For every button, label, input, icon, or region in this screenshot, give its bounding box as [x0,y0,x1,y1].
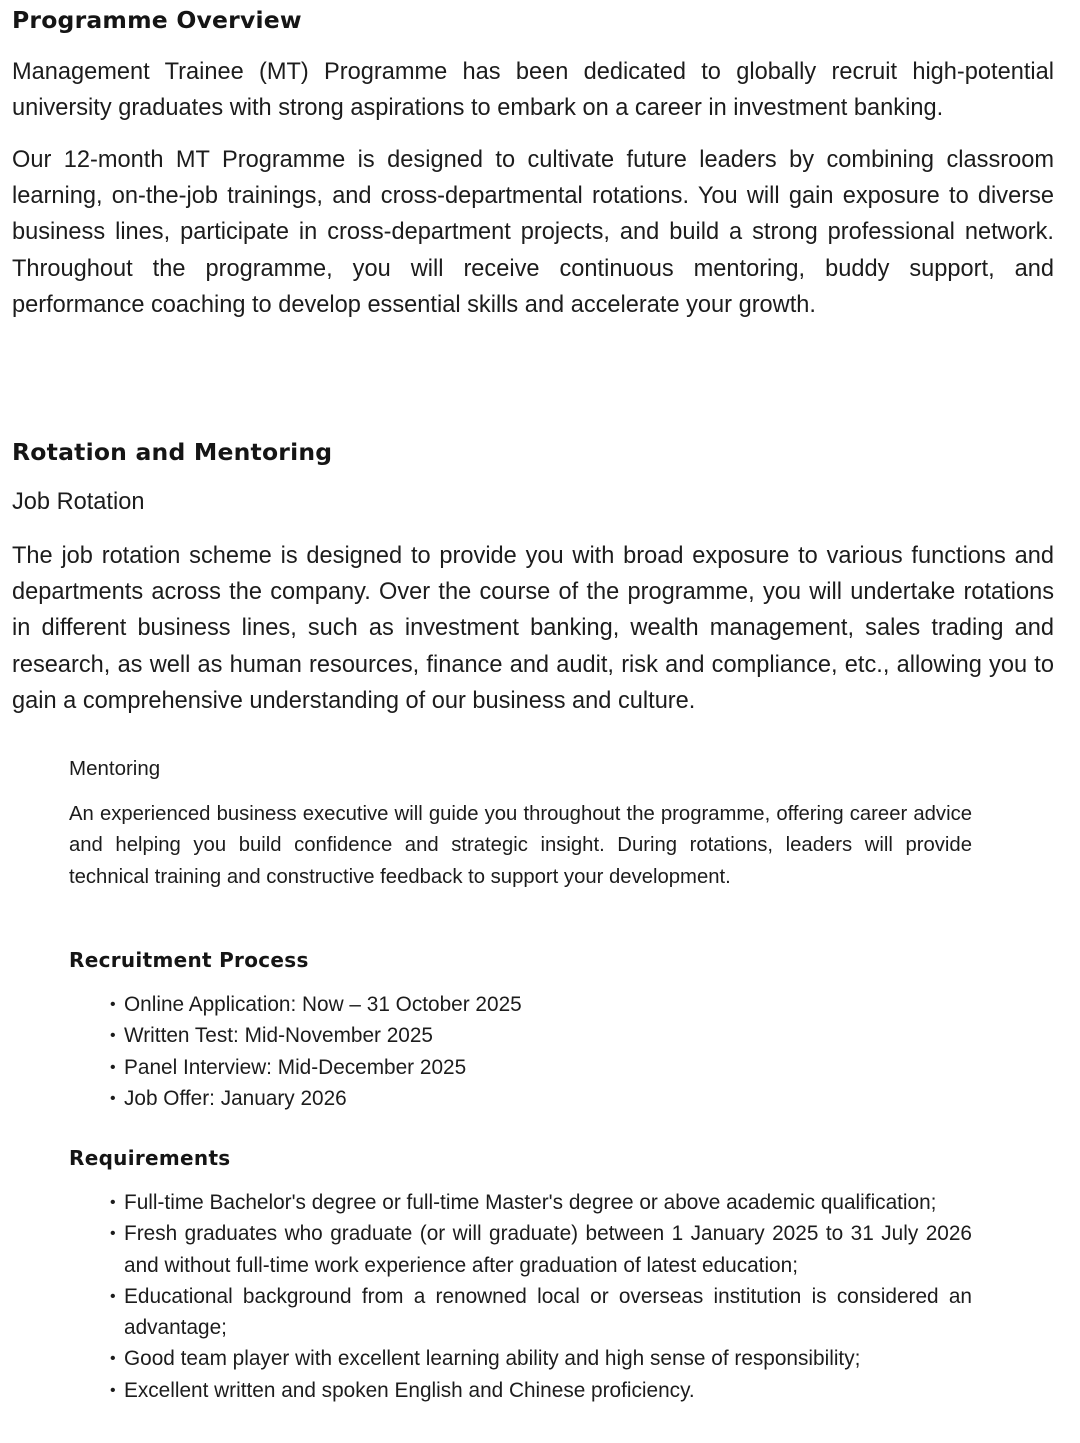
bullet-icon: • [110,1194,116,1211]
list-item [110,1375,972,1406]
mentoring-subheading: Mentoring [69,757,161,780]
recruitment-step-written-test: Written Test: Mid-November 2025 [124,1024,433,1048]
bullet-icon: • [110,1225,116,1243]
requirements-heading: Requirements [69,1146,231,1170]
overview-paragraph-details: Our 12-month MT Programme is designed to cultivate future leaders by combining classroom learning, on-the-job trainings, and cross-departmental rotations. You will gain exposure to diverse business lines, participate in cross-department projects, and build a strong professional network. Throughout the programme, you will receive continuous mentoring, buddy support, and performance coaching to develop essential skills and accelerate your growth. [12,147,1054,318]
list-item [110,1020,972,1051]
bullet-icon: • [110,1287,116,1305]
requirement-team-player: Good team player with excellent learning ability and high sense of responsibility; [124,1347,861,1371]
overview-paragraph-intro: Management Trainee (MT) Programme has been dedicated to globally recruit high-potential university graduates with strong aspirations to embark on a career in investment banking. [12,59,1054,122]
programme-overview-heading: Programme Overview [12,6,302,34]
requirement-education-background: Educational background from a renowned local or overseas institution is considered an advantage; [124,1284,972,1340]
recruitment-process-list [110,989,972,1114]
bullet-icon: • [110,1350,116,1368]
bullet-icon: • [110,996,116,1013]
list-item [110,1052,972,1083]
list-item [110,1218,972,1281]
bullet-icon: • [110,1027,116,1045]
recruitment-step-job-offer: Job Offer: January 2026 [124,1086,347,1110]
requirement-language: Excellent written and spoken English and Chinese proficiency. [124,1378,695,1402]
list-item [110,1083,972,1114]
bullet-icon: • [110,1089,116,1107]
rotation-mentoring-heading: Rotation and Mentoring [12,438,333,466]
recruitment-process-heading: Recruitment Process [69,948,309,972]
mentoring-paragraph: An experienced business executive will guide you throughout the programme, offering career advice and helping you build confidence and strategic insight. During rotations, leaders will provide technical training and constructive feedback to support your development. [69,803,972,888]
bullet-icon: • [110,1058,116,1076]
bullet-icon: • [110,1381,116,1399]
requirement-degree: Full-time Bachelor's degree or full-time Master's degree or above academic qualification; [124,1191,937,1214]
recruitment-step-panel-interview: Panel Interview: Mid-December 2025 [124,1055,467,1079]
list-item [110,989,972,1020]
list-item [110,1343,972,1374]
list-item [110,1281,972,1344]
recruitment-step-online-application: Online Application: Now – 31 October 2025 [124,993,522,1016]
job-rotation-paragraph: The job rotation scheme is designed to provide you with broad exposure to various functions and departments across the company. Over the course of the programme, you will undertake rotations in different business lines, such as investment banking, wealth management, sales trading and research, as well as human resources, finance and audit, risk and compliance, etc., allowing you to gain a comprehensive understanding of our business and culture. [12,543,1054,714]
list-item [110,1187,972,1218]
requirement-graduation-date: Fresh graduates who graduate (or will graduate) between 1 January 2025 to 31 July 2026 and without full-time work experience after graduation of latest education; [124,1222,972,1277]
requirements-list [110,1187,972,1406]
job-rotation-subheading: Job Rotation [12,489,145,515]
